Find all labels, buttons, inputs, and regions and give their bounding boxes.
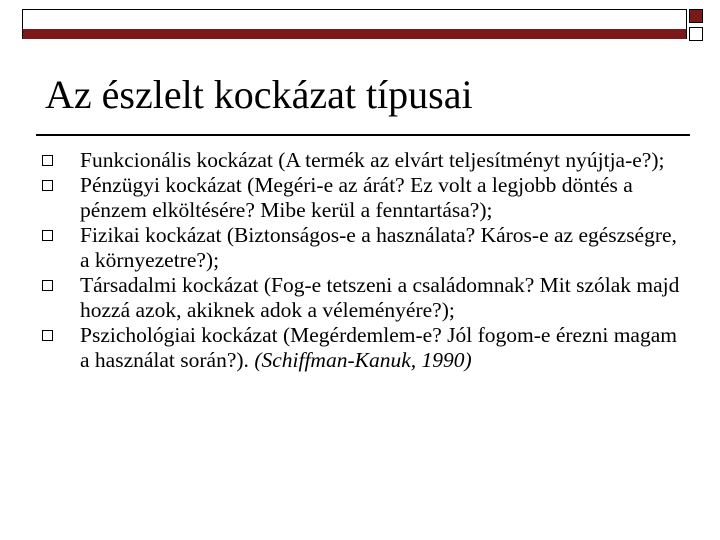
corner-accent-square-outline	[689, 27, 703, 41]
hollow-square-bullet-icon	[42, 155, 53, 166]
bullet-item-psychological-risk	[42, 323, 682, 373]
decorative-header-bar	[22, 9, 687, 39]
title-divider	[36, 134, 690, 136]
corner-accent-square-filled	[689, 9, 703, 23]
bullet-text: Pénzügyi kockázat (Megéri-e az árát? Ez volt a legjobb döntés a pénzem elköltésére? Mibe kerül a fenntartása?);	[80, 173, 633, 222]
bullet-text: Pszichológiai kockázat (Megérdemlem-e? Jól fogom-e érezni magam a használat során?).	[80, 323, 677, 372]
hollow-square-bullet-icon	[42, 280, 53, 291]
bullet-item-functional-risk	[42, 148, 682, 173]
hollow-square-bullet-icon	[42, 180, 53, 191]
bullet-text: Társadalmi kockázat (Fog-e tetszeni a családomnak? Mit szólak majd hozzá azok, akiknek adok a véleményére?);	[80, 273, 680, 322]
bullet-item-physical-risk	[42, 223, 682, 273]
citation: (Schiffman-Kanuk, 1990)	[254, 348, 472, 372]
header-accent-band	[23, 29, 686, 39]
hollow-square-bullet-icon	[42, 330, 53, 341]
bullet-item-financial-risk	[42, 173, 682, 223]
bullet-text: Funkcionális kockázat (A termék az elvárt teljesítményt nyújtja-e?);	[80, 148, 665, 172]
bullet-text: Fizikai kockázat (Biztonságos-e a használata? Káros-e az egészségre, a környezetre?);	[80, 223, 677, 272]
hollow-square-bullet-icon	[42, 230, 53, 241]
bullet-item-social-risk	[42, 273, 682, 323]
slide-title: Az észlelt kockázat típusai	[45, 72, 473, 117]
bullet-list	[42, 148, 682, 373]
